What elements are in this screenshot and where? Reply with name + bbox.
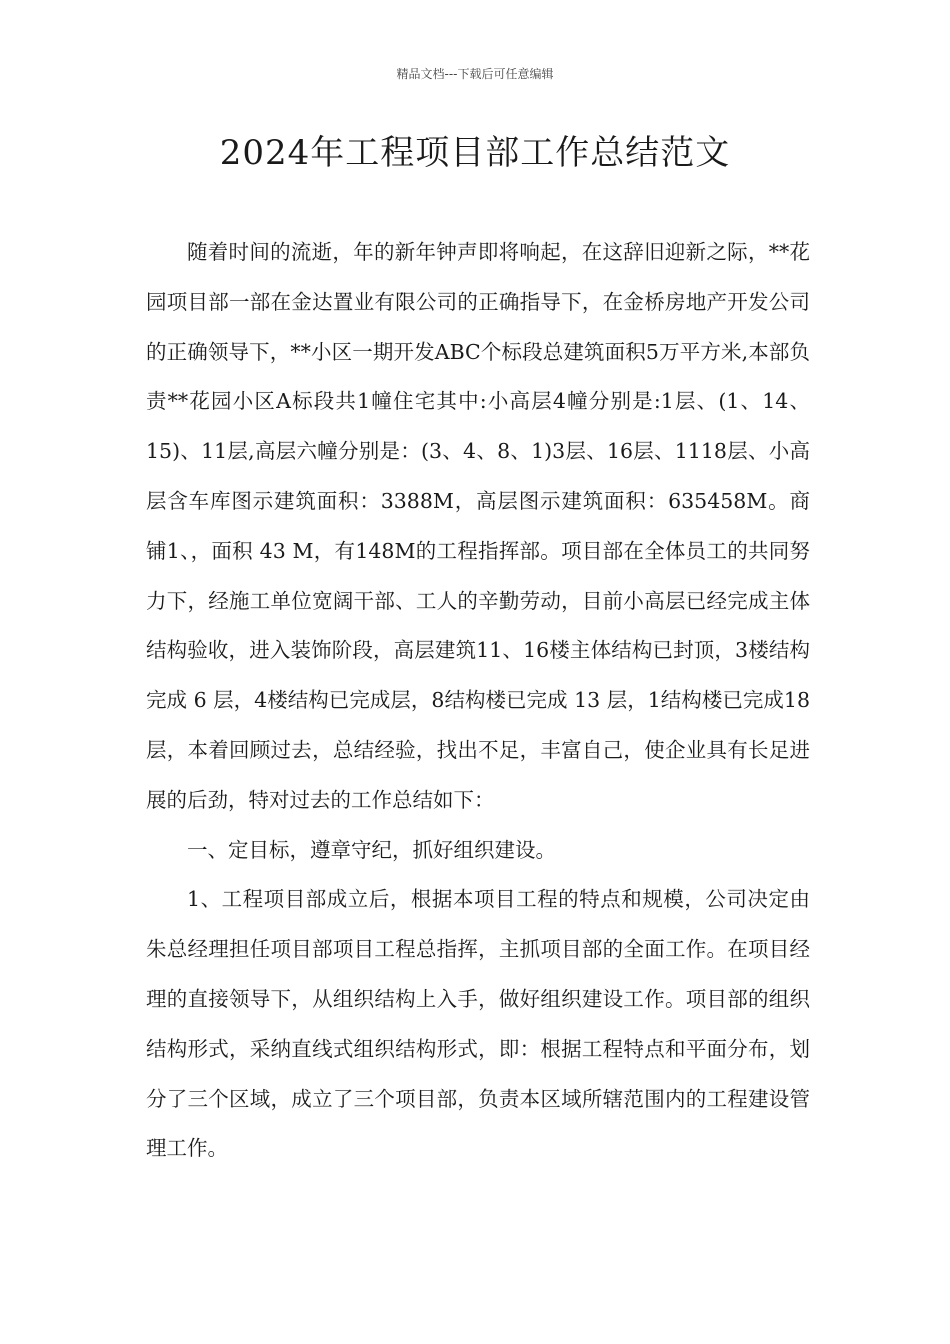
page-header: 精品文档---下载后可任意编辑	[396, 67, 554, 81]
section-heading-1: 一、定目标，遵章守纪，抓好组织建设。	[187, 837, 556, 862]
document-body	[146, 228, 810, 1174]
document-title: 2024年工程项目部工作总结范文	[219, 133, 731, 173]
paragraph-section-1-item-1: 1、工程项目部成立后，根据本项目工程的特点和规模，公司决定由朱总经理担任项目部项目工程总指挥，主抓项目部的全面工作。在项目经理的直接领导下，从组织结构上入手，做好组织建设工作。项目部的组织结构形式，采纳直线式组织结构形式，即：根据工程特点和平面分布，划分了三个区域，成立了三个项目部，负责本区域所辖范围内的工程建设管理工作。	[146, 887, 810, 1161]
paragraph-intro: 随着时间的流逝，年的新年钟声即将响起，在这辞旧迎新之际，**花园项目部一部在金达置业有限公司的正确指导下，在金桥房地产开发公司的正确领导下，**小区一期开发ABC个标段总建筑面积5万平方米,本部负责**花园小区A标段共1幢住宅其中:小高层4幢分别是:1层、(1、14、15)、11层,高层六幢分别是：(3、4、8、1)3层、16层、1118层、小高层含车库图示建筑面积：3388M，高层图示建筑面积：635458M。商铺1、，面积 43 M，有148M的工程指挥部。项目部在全体员工的共同努力下，经施工单位宽阔干部、工人的辛勤劳动，目前小高层已经完成主体结构验收，进入装饰阶段，高层建筑11、16楼主体结构已封顶，3楼结构完成 6 层，4楼结构已完成层，8结构楼已完成 13 层，1结构楼已完成18层，本着回顾过去，总结经验，找出不足，丰富自己，使企业具有长足进展的后劲，特对过去的工作总结如下：	[146, 240, 810, 812]
